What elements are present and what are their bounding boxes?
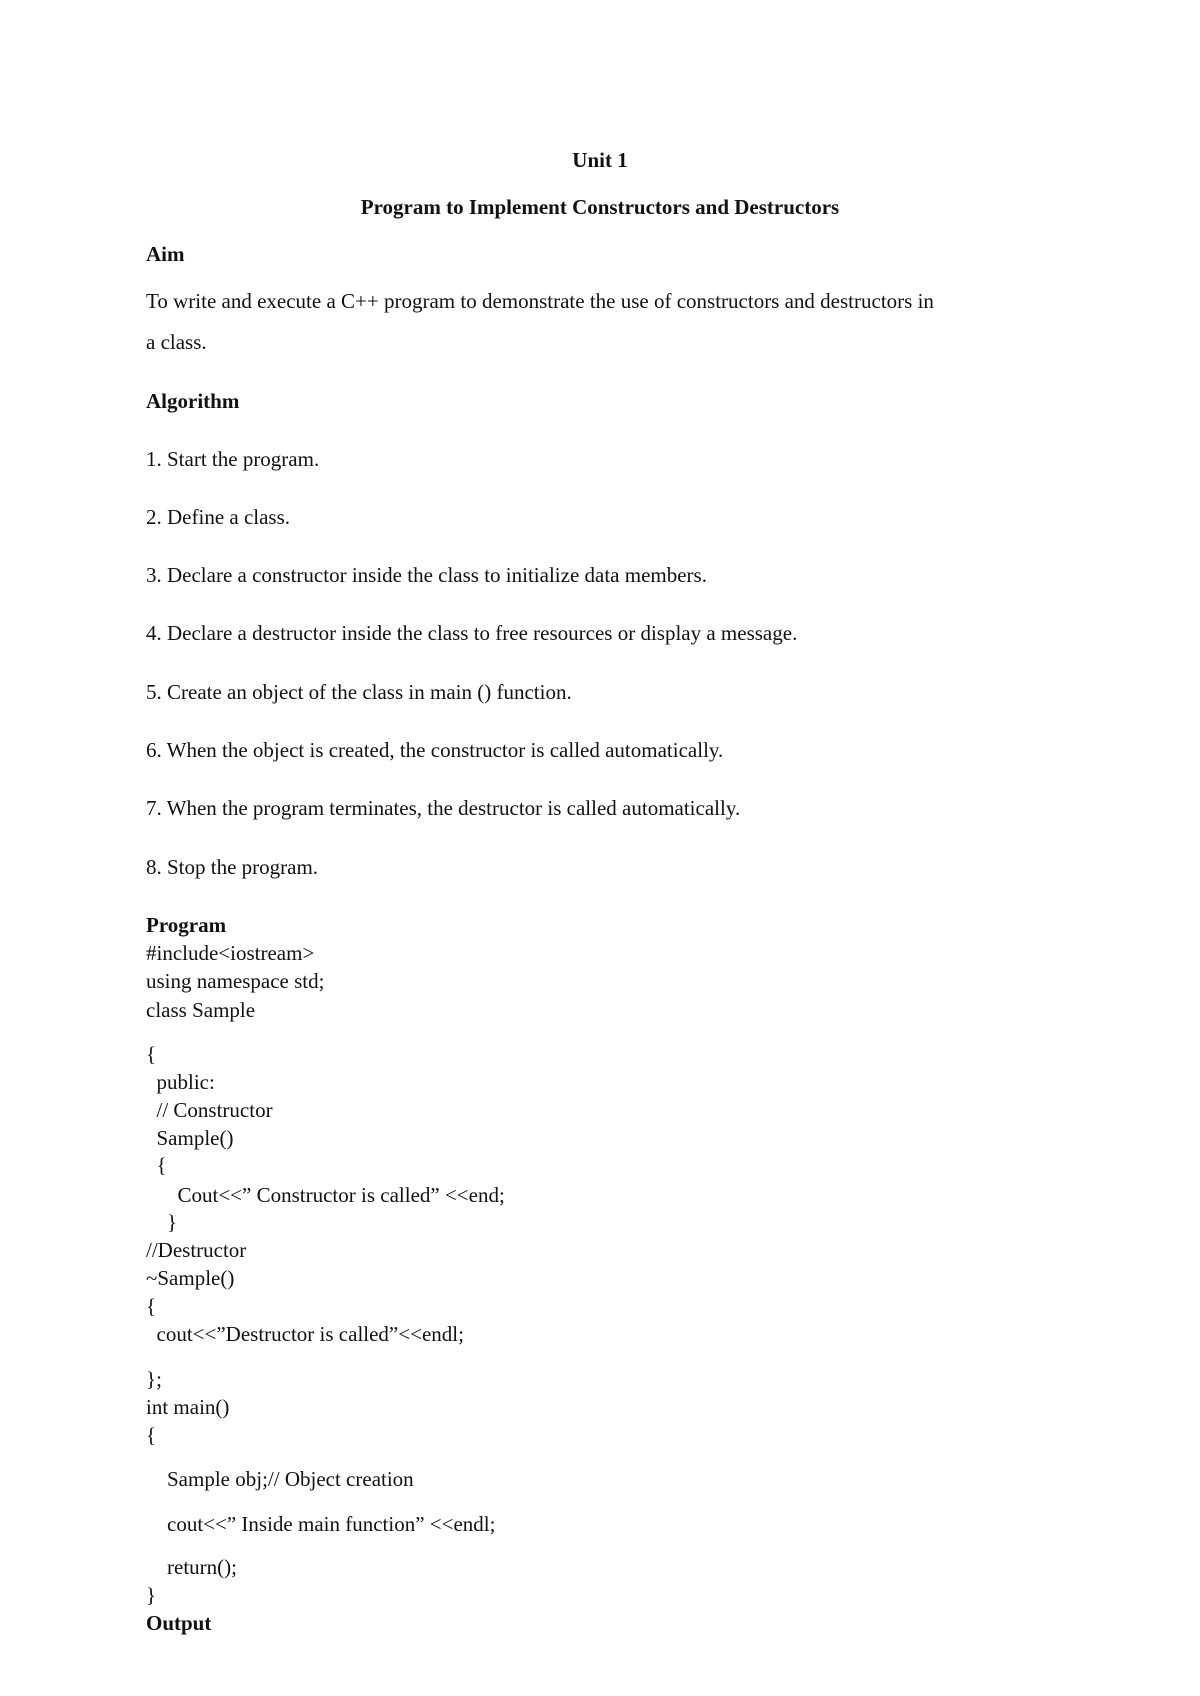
code-line: ~Sample() — [146, 1266, 235, 1290]
code-line: class Sample — [146, 998, 256, 1022]
code-line: Cout<<” Constructor is called” <<end; — [146, 1183, 505, 1207]
code-line: { — [146, 1294, 157, 1318]
aim-heading: Aim — [146, 242, 185, 266]
code-line: Sample() — [146, 1126, 234, 1150]
unit-heading: Unit 1 — [572, 148, 628, 172]
algorithm-step: 3. Declare a constructor inside the class to initialize data members. — [146, 563, 707, 587]
code-line: return(); — [146, 1555, 237, 1579]
code-line: }; — [146, 1367, 162, 1391]
code-line: } — [146, 1583, 157, 1607]
output-heading: Output — [146, 1611, 212, 1635]
code-line: Sample obj;// Object creation — [146, 1467, 414, 1491]
code-line: { — [146, 1423, 157, 1447]
code-line: using namespace std; — [146, 969, 325, 993]
algorithm-step: 1. Start the program. — [146, 447, 320, 471]
code-line: #include<iostream> — [146, 941, 315, 965]
algorithm-step: 4. Declare a destructor inside the class to free resources or display a message. — [146, 621, 798, 645]
algorithm-step: 5. Create an object of the class in main () function. — [146, 680, 572, 704]
algorithm-step: 6. When the object is created, the constructor is called automatically. — [146, 738, 724, 762]
aim-text-line: To write and execute a C++ program to demonstrate the use of constructors and destructors in — [146, 289, 934, 313]
code-line: //Destructor — [146, 1238, 247, 1262]
code-line: public: — [146, 1070, 215, 1094]
code-line: // Constructor — [146, 1098, 273, 1122]
algorithm-step: 2. Define a class. — [146, 505, 291, 529]
code-line: cout<<” Inside main function” <<endl; — [146, 1512, 496, 1536]
algorithm-step: 7. When the program terminates, the destructor is called automatically. — [146, 796, 741, 820]
algorithm-heading: Algorithm — [146, 389, 240, 413]
code-line: int main() — [146, 1395, 230, 1419]
algorithm-step: 8. Stop the program. — [146, 855, 319, 879]
page-title: Program to Implement Constructors and Destructors — [360, 195, 840, 219]
code-line: cout<<”Destructor is called”<<endl; — [146, 1322, 464, 1346]
program-heading: Program — [146, 913, 227, 937]
code-line: } — [146, 1210, 178, 1234]
code-line: { — [146, 1042, 157, 1066]
code-line: { — [146, 1153, 167, 1177]
aim-text-line: a class. — [146, 330, 207, 354]
